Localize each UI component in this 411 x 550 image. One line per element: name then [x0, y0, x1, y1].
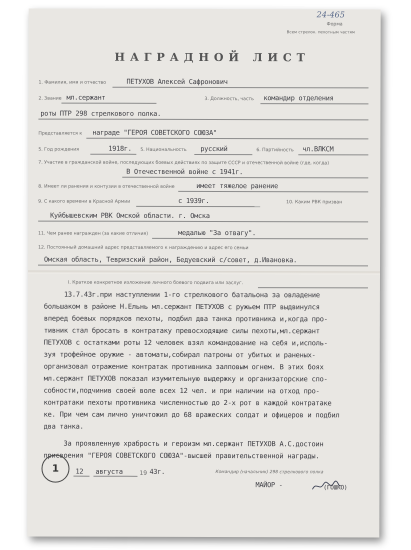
field-10-label: 9. С какого времени в Красной Армии	[38, 199, 131, 205]
award-sheet	[27, 9, 380, 538]
narrative-line-9: собности,подчинив своей воле всех 12 чел. и при наличии на отход про-	[43, 386, 320, 396]
narrative-line	[258, 287, 368, 288]
field-11-label: 10. Каким РВК призван	[286, 200, 343, 206]
field-9-value: имеет тяжелое ранение	[196, 181, 278, 191]
field-2-label: 2. Звание	[38, 96, 62, 102]
field-1-line	[112, 87, 368, 89]
field-11-line	[38, 221, 368, 223]
field-12-value: медалью "За отвагу".	[178, 228, 256, 238]
field-6-value: русский	[200, 144, 228, 154]
field-1-label: 1. Фамилия, имя и отчество	[38, 80, 107, 86]
field-4-value: награде "ГЕРОЯ СОВЕТСКОГО СОЮЗА"	[92, 128, 217, 138]
page-title: НАГРАДНОЙ ЛИСТ	[114, 50, 310, 65]
corner-handwritten-note: 24-465	[316, 10, 345, 20]
narrative-line-12: два танка.	[43, 422, 84, 431]
field-7-line	[298, 154, 368, 155]
seal-stamp	[41, 455, 69, 483]
corner-form-label: Форма	[326, 22, 343, 28]
narrative-section-label: I. Краткое конкретное изложение личного боевого подвига или заслуг.	[67, 280, 243, 287]
narrative-line-8: мл.сержант ПЕТУХОВ показал изумительную выдержку и организаторские спо-	[43, 374, 328, 384]
field-7-label: 6. Партийность	[256, 148, 294, 154]
narrative-line-7: организовал отражение контратак противника залповым огнем. В этих боях	[43, 362, 324, 372]
field-3-value: командир отделения	[263, 94, 334, 103]
field-10-value: с 1939г.	[178, 196, 210, 206]
field-13-line	[38, 265, 368, 267]
field-9-line	[178, 191, 368, 192]
field-8-value: В Отечественной войне с 1941г.	[126, 167, 244, 177]
field-12-line	[152, 238, 368, 240]
field-1-value: ПЕТУХОВ Алексей Сафронович	[126, 77, 228, 87]
field-8-label: 7. Участие в гражданской войне, последующих боевых действиях по защите СССР и отечественной войне (где, когда)	[38, 160, 330, 167]
narrative-line-10: контратаки пехоты противника численностью до 2-х рот в каждой контратаке	[43, 398, 332, 408]
date-month: августа	[95, 467, 123, 476]
narrative-line-1: 13.7.43г.при наступлении 1-го стрелкового батальона за овладение	[63, 290, 320, 300]
date-day: 12	[75, 467, 84, 476]
signature-label: Командир (начальник) 298 стрелкового полка	[215, 470, 324, 476]
field-11-value: Куйбышевским РВК Омской области. г. Омска	[50, 211, 210, 221]
field-7-value: чл.ВЛКСМ	[302, 145, 334, 154]
field-3-line-cont	[38, 119, 368, 121]
date-year-prefix: 19	[139, 469, 148, 477]
narrative-line-11: ке. При чем сам лично уничтожил до 68 вражеских солдат и офицеров и подбил	[43, 410, 340, 420]
closing-line-2: присвоения "ГЕРОЯ СОВЕТСКОГО СОЮЗА"-высшей правительственной награды.	[43, 451, 320, 461]
field-6-label: 5. Национальность	[140, 147, 187, 153]
field-5-line	[90, 154, 136, 155]
field-2-line	[61, 103, 156, 104]
field-9-label: 8. Имеет ли ранения и контузии в отечественной войне	[38, 184, 175, 190]
field-4-line	[86, 138, 368, 140]
field-12-label: 11. Чем ранее награжден (за какие отличия)	[38, 231, 149, 237]
field-6-line	[194, 154, 252, 155]
field-4-label: Представляется к	[38, 131, 83, 137]
narrative-line-3: вперед боевых порядков пехоты, подбил два танка противника и,когда про-	[43, 314, 328, 324]
narrative-line-2: большаком в районе Н.Ельнь мл.сержант ПЕТУХОВ с ружьем ПТР выдвинулся	[43, 302, 320, 312]
field-13-value: Омская область, Тевризский район, Бедуевский с/совет, д.Ивановка.	[44, 255, 298, 265]
field-3-label: 3. Должность, часть	[204, 97, 254, 103]
field-2-value: мл.сержант	[66, 93, 106, 102]
paper-fold	[28, 271, 380, 275]
field-3-value-continued: роты ПТР 298 стрелкового полка.	[40, 109, 162, 118]
field-10-line	[136, 206, 260, 207]
signature-rank: МАЙОР -	[255, 481, 283, 490]
narrative-line-4: тивник стал бросать в контратаку превосходящие силы пехоты,мл.сержант	[43, 326, 320, 336]
field-8-line	[122, 177, 368, 179]
narrative-line-5: ПЕТУХОВ с остатками роты 12 человек взял командование на себя и,исполь-	[43, 338, 328, 348]
date-day-line	[73, 476, 89, 477]
date-year: 43г.	[149, 467, 166, 476]
closing-line-1: За проявленную храбрость и героизм мл.сержант ПЕТУХОВ А.С.достоин	[63, 439, 324, 449]
seal-stamp-number: 1	[51, 463, 59, 475]
date-month-line	[93, 476, 137, 477]
field-5-label: 5. Год рождения	[38, 147, 80, 153]
field-13-label: 12. Постоянный домашний адрес представляемого к награждению и адрес его семьи	[38, 245, 249, 252]
corner-subtitle: Всем стрелок. пехотным частям	[286, 29, 355, 35]
narrative-line-6: зуя трофейное оружие - автоматы,собирал патроны от убитых и раненых-	[43, 350, 316, 360]
field-3-line	[260, 103, 368, 104]
signature-name: (ГОШКО)	[323, 484, 348, 492]
field-5-value: 1918г.	[108, 144, 132, 153]
